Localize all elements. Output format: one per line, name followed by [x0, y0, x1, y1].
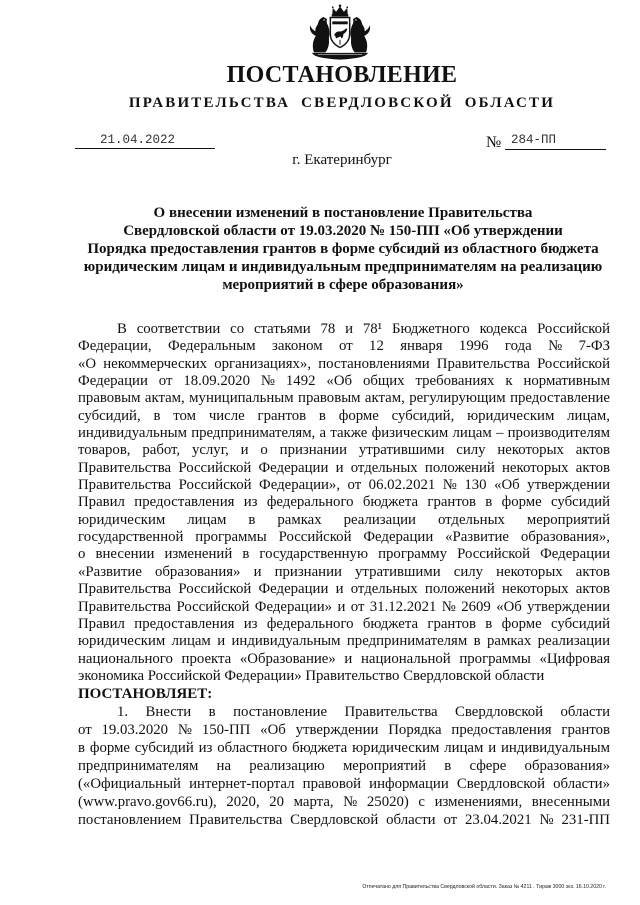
body-line: товаров, работ, услуг, и о признании утратившими силу некоторых актов [78, 442, 610, 459]
title-line: мероприятий в сфере образования» [222, 277, 464, 293]
right-supporter [351, 17, 371, 52]
body-line: национального проекта «Образование» и национальной программы «Цифровая [78, 650, 610, 667]
left-supporter [310, 17, 330, 52]
preamble-paragraph [78, 321, 610, 685]
number-underline [505, 149, 606, 150]
body-line: Правительства Российской Федерации и отдельных положений некоторых актов [78, 581, 610, 598]
body-line: Правительства Российской Федерации и отдельных положений некоторых актов [78, 459, 610, 476]
item-1-paragraph [78, 703, 610, 829]
body-line: Правил предоставления из федерального бюджета грантов в форме субсидий [78, 494, 610, 511]
document-date: 21.04.2022 [100, 133, 176, 147]
body-line: юридическим лицам в рамках реализации отдельных мероприятий [78, 511, 610, 528]
crown [332, 4, 348, 16]
title-line: Свердловской области от 19.03.2020 № 150-ПП «Об утверждении [123, 223, 563, 239]
body-line: Федерации от 18.09.2020 № 1492 «Об общих требованиях к нормативным [78, 373, 610, 390]
body-line: постановлением Правительства Свердловской области от 23.04.2021 № 231-ПП [78, 812, 610, 828]
body-line: (www.pravo.gov66.ru), 2020, 20 марта, № 25020) с изменениями, внесенными [78, 794, 610, 810]
title-line: юридическим лицам и индивидуальным предпринимателям на реализацию [83, 259, 603, 275]
body-line: «Развитие образования» и признании утратившими силу некоторых актов [78, 563, 610, 580]
body-line: предпринимателям на реализацию мероприятий в сфере образования» [78, 758, 610, 774]
resolve-heading: ПОСТАНОВЛЯЕТ: [78, 686, 213, 702]
title-line: Порядка предоставления грантов в форме субсидий из областного бюджета [87, 241, 599, 257]
shield [330, 18, 349, 48]
body-line: государственной программы Российской Федерации «Развитие образования», [78, 529, 610, 546]
body-line: юридическим лицам и индивидуальным предпринимателям в рамках реализации [78, 633, 610, 650]
body-line: в форме субсидий из областного бюджета юридическим лицам и индивидуальным [78, 740, 610, 756]
body-line: субсидий, в том числе грантов в форме субсидий, юридическим лицам, [78, 407, 610, 424]
document-number: 284-ПП [511, 133, 557, 147]
date-underline [75, 148, 215, 149]
body-line: о внесении изменений в государственную программу Российской Федерации [78, 546, 610, 563]
issuer-heading: ПРАВИТЕЛЬСТВА СВЕРДЛОВСКОЙ ОБЛАСТИ [128, 95, 556, 111]
printer-imprint: Отпечатано для Правительства Свердловской области. Заказ № 4211 . Тираж 3000 экз. 16.10.2020 г. [362, 884, 606, 890]
body-line: 1. Внести в постановление Правительства Свердловской области [117, 704, 610, 720]
number-sign: № [486, 134, 502, 151]
document-type-heading: ПОСТАНОВЛЕНИЕ [226, 62, 458, 88]
base [312, 53, 368, 60]
document-title [78, 204, 608, 294]
body-line: от 19.03.2020 № 150-ПП «Об утверждении Порядка предоставления грантов [78, 722, 610, 738]
body-line: индивидуальным предпринимателям, а также физическим лицам – производителям [78, 425, 610, 442]
body-line: Правил предоставления из федерального бюджета грантов в форме субсидий [78, 615, 610, 632]
title-line: О внесении изменений в постановление Правительства [153, 205, 533, 221]
body-line: правовым актам, муниципальным правовым актам, регулирующим предоставление [78, 390, 610, 407]
body-line: Правительства Российской Федерации», от 06.02.2021 № 130 «Об утверждении [78, 477, 610, 494]
body-line: Федерации, Федеральным законом от 12 января 1996 года № 7-ФЗ [78, 338, 610, 355]
body-line: Правительства Российской Федерации» и от 31.12.2021 № 2609 «Об утверждении [78, 598, 610, 615]
body-line: экономика Российской Федерации» Правительство Свердловской области [78, 667, 545, 684]
body-line: В соответствии со статьями 78 и 78¹ Бюджетного кодекса Российской [117, 321, 610, 337]
body-line: «О некоммерческих организациях», постановлениями Правительства Российской [78, 355, 610, 372]
body-line: («Официальный интернет-портал правовой информации Свердловской области» [78, 776, 610, 792]
coat-of-arms-icon [306, 4, 374, 62]
city-label: г. Екатеринбург [292, 152, 392, 168]
